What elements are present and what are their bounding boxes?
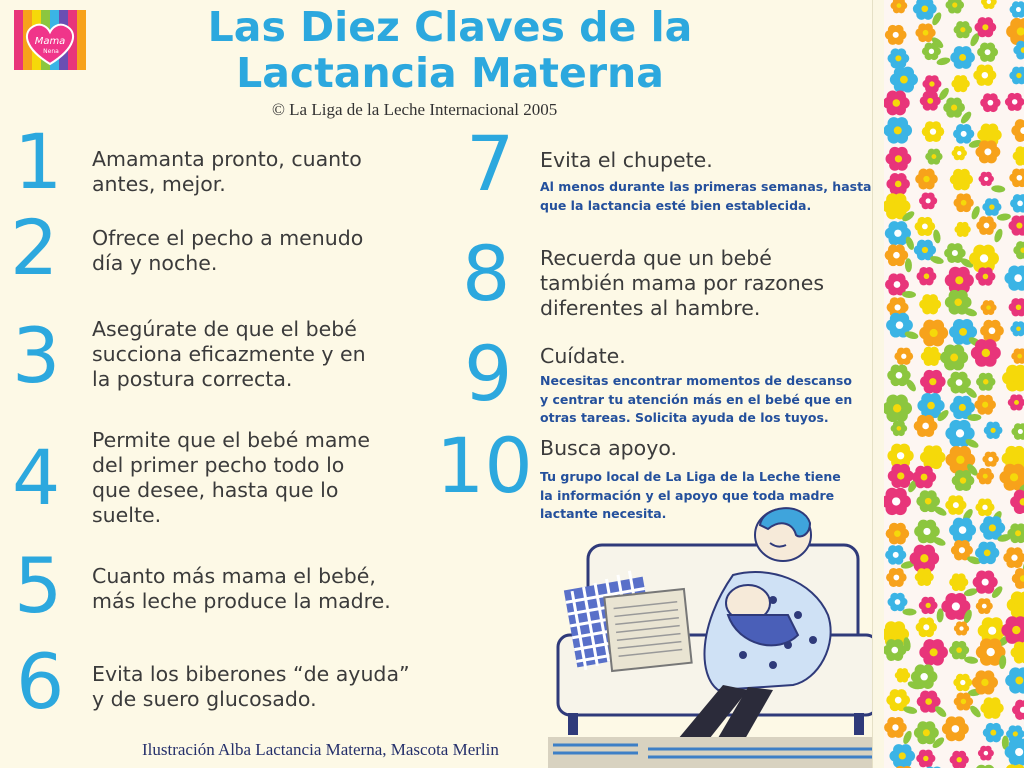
key-9-number: 9: [464, 329, 513, 418]
key-6-number: 6: [16, 637, 65, 726]
key-4-line-1: Permite que el bebé mame: [92, 428, 370, 452]
key-8-number: 8: [462, 229, 511, 318]
illustration-credit: Ilustración Alba Lactancia Materna, Mascota Merlin: [142, 740, 499, 759]
key-6-text: [92, 662, 410, 712]
key-2-line-2: día y noche.: [92, 251, 218, 275]
key-10-note-line-2: la información y el apoyo que toda madre: [540, 487, 835, 503]
key-7-line-1: Evita el chupete.: [540, 148, 713, 172]
key-1-line-1: Amamanta pronto, cuanto: [92, 147, 362, 171]
key-7-number: 7: [466, 119, 515, 208]
logo-text-2: Nena: [43, 48, 59, 55]
heart-logo-icon: [14, 10, 86, 70]
copyright-text: © La Liga de la Leche Internacional 2005: [272, 100, 558, 119]
key-4-line-4: suelte.: [92, 503, 162, 527]
key-9-note: [540, 372, 852, 428]
key-2-number: 2: [10, 203, 59, 292]
key-10-line-1: Busca apoyo.: [540, 436, 678, 460]
key-10-note-line-3: lactante necesita.: [540, 506, 667, 521]
key-3-line-2: succiona eficazmente y en: [92, 342, 366, 366]
key-1-line-2: antes, mejor.: [92, 172, 226, 196]
key-9-note-line-1: Necesitas encontrar momentos de descanso: [540, 373, 852, 388]
key-4-text: [92, 428, 370, 528]
key-7-text: [540, 148, 713, 173]
key-4-line-2: del primer pecho todo lo: [92, 453, 345, 477]
key-6-line-2: y de suero glucosado.: [92, 687, 317, 711]
key-9-note-line-2: y centrar tu atención más en el bebé que en: [540, 391, 853, 407]
key-2-text: [92, 226, 363, 276]
key-9-line-1: Cuídate.: [540, 344, 626, 368]
page-title: [110, 4, 790, 96]
key-5-number: 5: [14, 541, 63, 630]
key-3-text: [92, 317, 366, 392]
logo-text-1: Mama: [34, 36, 66, 47]
key-5-line-2: más leche produce la madre.: [92, 589, 391, 613]
title-line-1: Las Diez Claves de la: [207, 3, 693, 51]
key-8-line-2: también mama por razones: [540, 271, 825, 295]
key-7-note-line-1: Al menos durante las primeras semanas, hasta: [540, 179, 872, 194]
key-10-text: [540, 436, 677, 461]
key-5-line-1: Cuanto más mama el bebé,: [92, 564, 376, 588]
key-3-line-3: la postura correcta.: [92, 367, 293, 391]
key-5-text: [92, 564, 391, 614]
key-8-text: [540, 246, 824, 321]
key-9-text: [540, 344, 626, 369]
key-9-note-line-3: otras tareas. Solicita ayuda de los tuyos.: [540, 410, 829, 425]
key-1-text: [92, 147, 362, 197]
key-4-line-3: que desee, hasta que lo: [92, 478, 339, 502]
key-1-number: 1: [14, 117, 63, 206]
key-7-note-line-2: que la lactancia esté bien establecida.: [540, 197, 812, 213]
breastfeeding-mother-illustration: [548, 505, 884, 768]
key-4-number: 4: [12, 433, 61, 522]
key-10-note-line-1: Tu grupo local de La Liga de la Leche tiene: [540, 469, 841, 484]
key-7-note: [540, 178, 871, 215]
key-8-line-1: Recuerda que un bebé: [540, 246, 772, 270]
title-line-2: Lactancia Materna: [236, 49, 664, 97]
key-3-line-1: Asegúrate de que el bebé: [92, 317, 357, 341]
key-2-line-1: Ofrece el pecho a menudo: [92, 226, 364, 250]
floral-pattern: [884, 0, 1024, 768]
key-6-line-1: Evita los biberones “de ayuda”: [92, 662, 410, 686]
key-8-line-3: diferentes al hambre.: [540, 296, 761, 320]
key-3-number: 3: [12, 311, 61, 400]
key-10-number: 10: [436, 421, 533, 510]
